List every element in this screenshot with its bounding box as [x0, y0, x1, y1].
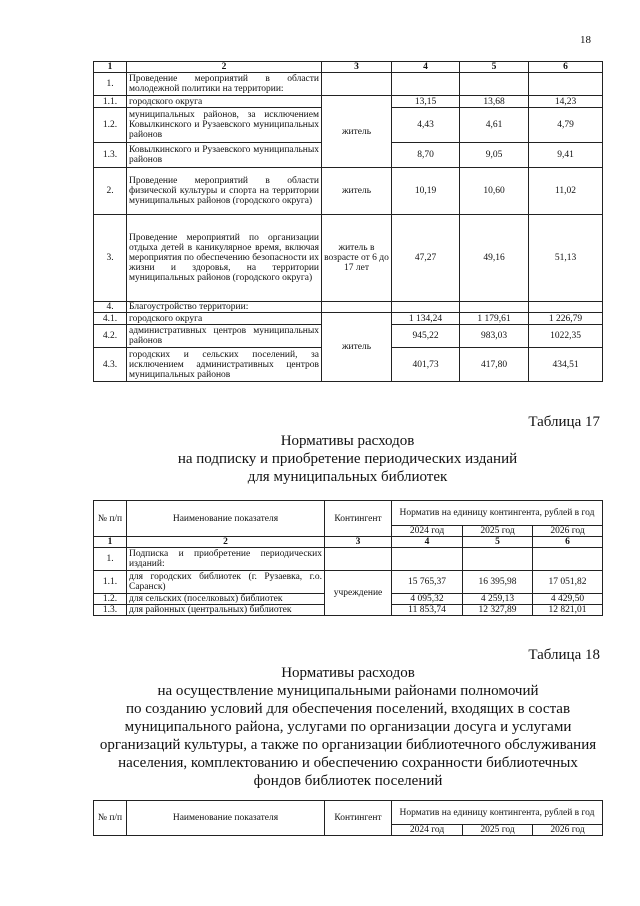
page-number: 18: [580, 34, 591, 46]
table17-title: Нормативы расходов на подписку и приобретение периодических изданий для муниципальных библиотек: [177, 433, 518, 485]
column-number-row: 1 2 3 4 5 6: [94, 537, 603, 548]
header-norm: Норматив на единицу контингента, рублей в год: [392, 501, 603, 526]
table18-label: Таблица 18: [528, 647, 600, 663]
unit-cell: житель: [322, 313, 392, 382]
header-norm: Норматив на единицу контингента, рублей в год: [392, 801, 603, 825]
table-row: 4.1. городского округа житель 1 134,24 1 179,61 1 226,79: [94, 313, 603, 325]
header-contingent: Контингент: [325, 801, 392, 836]
header-name: Наименование показателя: [127, 801, 325, 836]
table-row: 4.2. административных центров муниципальных районов 945,22 983,03 1022,35: [94, 325, 603, 348]
header-contingent: Контингент: [325, 501, 392, 537]
table-row: 3. Проведение мероприятий по организации отдыха детей в каникулярное время, включая мероприятия по обеспечению безопасности их жизни и здоровья, на территории муниципальных районов (городского округа) житель в возрасте от 6 до 17 лет 47,27 49,16 51,13: [94, 215, 603, 302]
table17-label: Таблица 17: [528, 414, 600, 430]
unit-cell: житель: [322, 96, 392, 168]
table18-title: Нормативы расходов на осуществление муниципальными районами полномочий по созданию условий для обеспечения поселений, входящих в состав муниципального района, услугами по организации досуга и услугами организаций культуры, а также по организации библиотечного обслуживания населения, комплектованию и обеспечению сохранности библиотечных фондов библиотек поселений: [99, 665, 597, 789]
table-row: 4. Благоустройство территории:: [94, 302, 603, 313]
table-row: 1. Подписка и приобретение периодических изданий:: [94, 548, 603, 571]
table-row: 1.2. муниципальных районов, за исключением Ковылкинского и Рузаевского муниципальных районов 4,43 4,61 4,79: [94, 108, 603, 143]
column-number-row: 1 2 3 4 5 6: [94, 62, 603, 73]
table-row: 2. Проведение мероприятий в области физической культуры и спорта на территории муниципальных районов (городского округа) житель 10,19 10,60 11,02: [94, 168, 603, 215]
norms-table-continued: [93, 61, 603, 382]
table18: № п/п Наименование показателя Контингент Норматив на единицу контингента, рублей в год 2024 год 2025 год 2026 год: [93, 800, 603, 836]
table-row: 1.3. для районных (центральных) библиотек 11 853,74 12 327,89 12 821,01: [94, 605, 603, 616]
table-row: 1.2. для сельских (поселковых) библиотек 4 095,32 4 259,13 4 429,50: [94, 594, 603, 605]
header-name: Наименование показателя: [127, 501, 325, 537]
table-row: 1.3. Ковылкинского и Рузаевского муниципальных районов 8,70 9,05 9,41: [94, 143, 603, 168]
contingent-cell: учреждение: [325, 571, 392, 616]
table17: № п/п Наименование показателя Контингент Норматив на единицу контингента, рублей в год 2024 год 2025 год 2026 год 1 2 3 4 5 6 1. Подписка и приобретение периодических изданий: 1.1. для городских библиотек (г. Рузаевка, г.о. Саранск) учреждение 15 765,37 16 395,98 17 051,82 1.2. для сельских (поселковых) библиотек 4 095,32 4 259,13 4 429,50 1.3. для районных (центральных) библиотек 11 853,74 12 327,89 12 821,01: [93, 500, 603, 616]
header-num: № п/п: [94, 801, 127, 836]
table-row: 1.1. для городских библиотек (г. Рузаевка, г.о. Саранск) учреждение 15 765,37 16 395,98 17 051,82: [94, 571, 603, 594]
header-num: № п/п: [94, 501, 127, 537]
table-row: 1. Проведение мероприятий в области молодежной политики на территории:: [94, 73, 603, 96]
table-row: 4.3. городских и сельских поселений, за исключением административных центров муниципальных районов 401,73 417,80 434,51: [94, 348, 603, 382]
table-row: 1.1. городского округа житель 13,15 13,68 14,23: [94, 96, 603, 108]
